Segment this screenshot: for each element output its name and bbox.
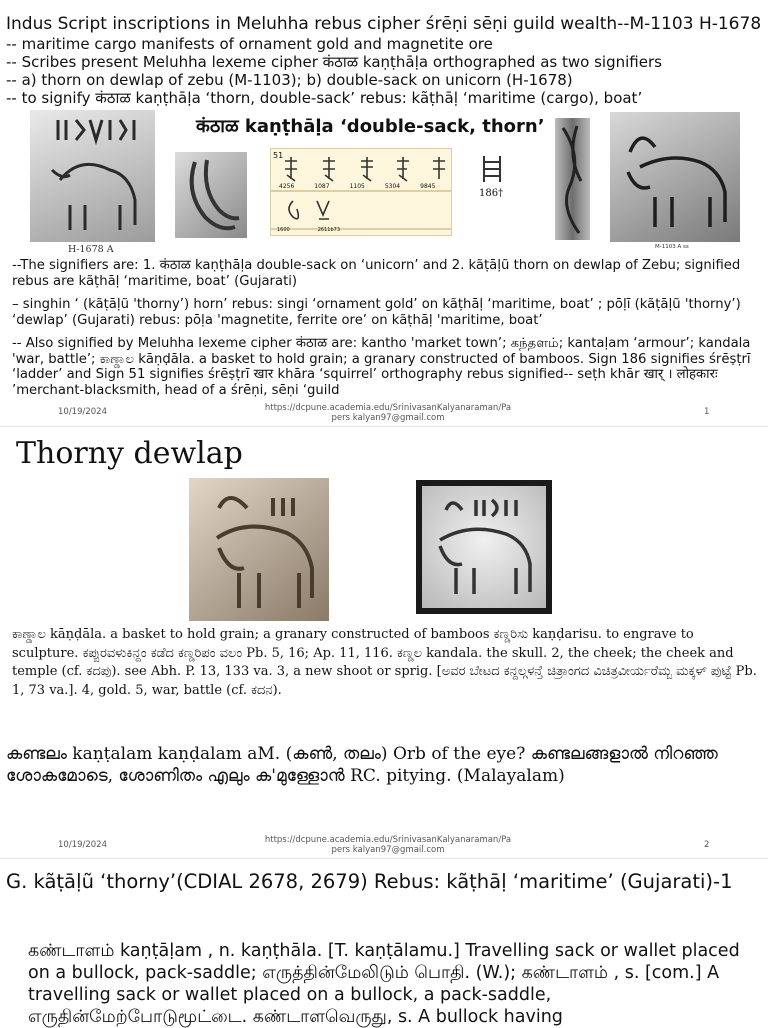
- sign-186-label: 186†: [479, 188, 504, 199]
- intro-line: -- maritime cargo manifests of ornament gold and magnetite ore: [6, 35, 493, 53]
- slide-divider: [0, 426, 768, 427]
- slide-divider: [0, 858, 768, 859]
- sign-table: [270, 148, 452, 236]
- slide-2-page-number: 2: [704, 840, 710, 850]
- seal-m1103-label: M-1103 A ss: [655, 244, 689, 250]
- tamil-entry: கண்டாளம் kaṇṭāḷam , n. kaṇṭhāla. [T. kaṇṭālamu.] Travelling sack or wallet placed on a bullock, pack-saddle; எருத்தின்மேலிடும் பொதி. (W.); கண்டாளம் , s. [com.] A travelling sack or wallet placed on a bullock, a pack-saddle, எருதின்மேற்போடுமூட்டை. கண்டாளவெருது, s. A bullock having: [28, 941, 740, 1027]
- sign-186-icon: [480, 154, 504, 184]
- slide-1-date: 10/19/2024: [58, 407, 107, 417]
- slide-1-url: https://dcpune.academia.edu/SrinivasanKalyanaraman/Pa pers kalyan97@gmail.com: [264, 403, 512, 423]
- malayalam-entry: കണ്ടലം kaṇṭalam kaṇḍalam aM. (കൺ, തലം) Orb of the eye? കണ്ടലങ്ങളാൽ നിറഞ്ഞ ശോകമോടെ, ശോണിതം എലും ക'മുള്ളോൻ RC. pitying. (Malayalam): [6, 744, 718, 786]
- seal-h1678-image: [30, 110, 155, 242]
- sign-table-bottom-numbers: 1600 2611b73: [277, 227, 340, 233]
- double-sack-image: [175, 152, 247, 238]
- thorn-detail-image: [555, 118, 590, 240]
- intro-lines: [6, 35, 662, 107]
- slide-3-title: G. kãṭāḷũ ‘thorny’(CDIAL 2678, 2679) Rebus: kãṭhāḷ ‘maritime’ (Gujarati)-1: [6, 870, 733, 893]
- slide-1-para-2: – singhin ‘ (kãṭāḷũ 'thorny’) horn’ rebus: singi ‘ornament gold’ on kãṭhāḷ ‘maritime, boat’ ; pōḷī (kãṭāḷũ 'thorny’) ‘dewlap’ (Gujarati) rebus: pōḷa 'magnetite, ferrite ore’ on kãṭhāḷ 'maritime, boat’: [12, 297, 741, 328]
- slide-1-caption: कंठाळ kaṇṭhāḷa ‘double-sack, thorn’: [196, 116, 545, 137]
- slide-2-date: 10/19/2024: [58, 840, 107, 850]
- seal-h1678-label: H-1678 A: [68, 244, 114, 255]
- intro-line: -- to signify कंठाळ kaṇṭhāḷa ‘thorn, double-sack’ rebus: kãṭhāḷ ‘maritime (cargo), boat’: [6, 89, 643, 107]
- slide-1-title: Indus Script inscriptions in Meluhha rebus cipher śrēṇi sēṇi guild wealth--M-1103 H-1678: [6, 14, 762, 34]
- kannada-entry: ಕಾಣ್ಡಾಲ kāṇḍāla. a basket to hold grain; a granary constructed of bamboos ಕಣ್ಡರಿಸು kaṇḍarisu. to engrave to sculpture. ಕಪ್ಪುರವಳುಕಿನ್ದಂ ಕಡೆದ ಕಣ್ಡರಿಪಂ ವಲಂ Pb. 5, 16; Ap. 11, 116. ಕಣ್ಡಲ kandala. the skull. 2, the cheek; the cheek and temple (cf. ಕದಪು). see Abh. P. 13, 133 va. 3, a new shoot or sprig. [ಅವರ ಬೇಟದ ಕನ್ದಲ್ಗಳನ್ತೆ ಚಿತ್ರಾಂಗದ ವಿಚಿತ್ರವೀರ್ಯರೆಮ್ಬ ಮಕ್ಕಳ್ ಪುಟ್ಟೆ Pb. 1, 73 va.]. 4, gold. 5, war, battle (cf. ಕದನ).: [12, 627, 757, 698]
- slide-2-title: Thorny dewlap: [16, 436, 243, 471]
- seal-m1103-image: [610, 112, 740, 242]
- slide-1-para-1: --The signifiers are: 1. कंठाळ kaṇṭhāḷa double-sack on ‘unicorn’ and 2. kãṭāḷũ thorn on dewlap of Zebu; signified rebus are kãṭhāḷ ‘maritime, boat’ (Gujarati): [12, 258, 741, 289]
- intro-line: -- a) thorn on dewlap of zebu (M-1103); b) double-sack on unicorn (H-1678): [6, 71, 573, 89]
- sign-table-label: 51: [273, 151, 284, 160]
- zebu-seal-left-image: [189, 478, 329, 621]
- slide-1-para-3: -- Also signified by Meluhha lexeme cipher कंठाळ are: kantho 'market town’; கந்தளம்; kantaḷam ‘armour’; kandala 'war, battle’; ಕಾಣ್ಡಾಲ kāṇḍāla. a basket to hold grain; a granary constructed of bamboos. Sign 186 signifies śrēṣṭrī ‘ladder’ and Sign 51 signifies śrēṣṭrī खार khāra ‘squirrel’ orthography rebus signified-- seṭh khār खार् । लोहकारः ’merchant-blacksmith, head of a śrēṇi, sēṇi ‘guild: [12, 336, 751, 398]
- sign-table-numbers: 4256 1087 1105 5304 9845: [279, 183, 436, 190]
- slide-2-url: https://dcpune.academia.edu/SrinivasanKalyanaraman/Pa pers kalyan97@gmail.com: [264, 835, 512, 855]
- slide-1-page-number: 1: [704, 407, 710, 417]
- intro-line: -- Scribes present Meluhha lexeme cipher कंठाळ kaṇṭhāḷa orthographed as two signifiers: [6, 53, 662, 71]
- zebu-seal-right-image: [416, 480, 552, 614]
